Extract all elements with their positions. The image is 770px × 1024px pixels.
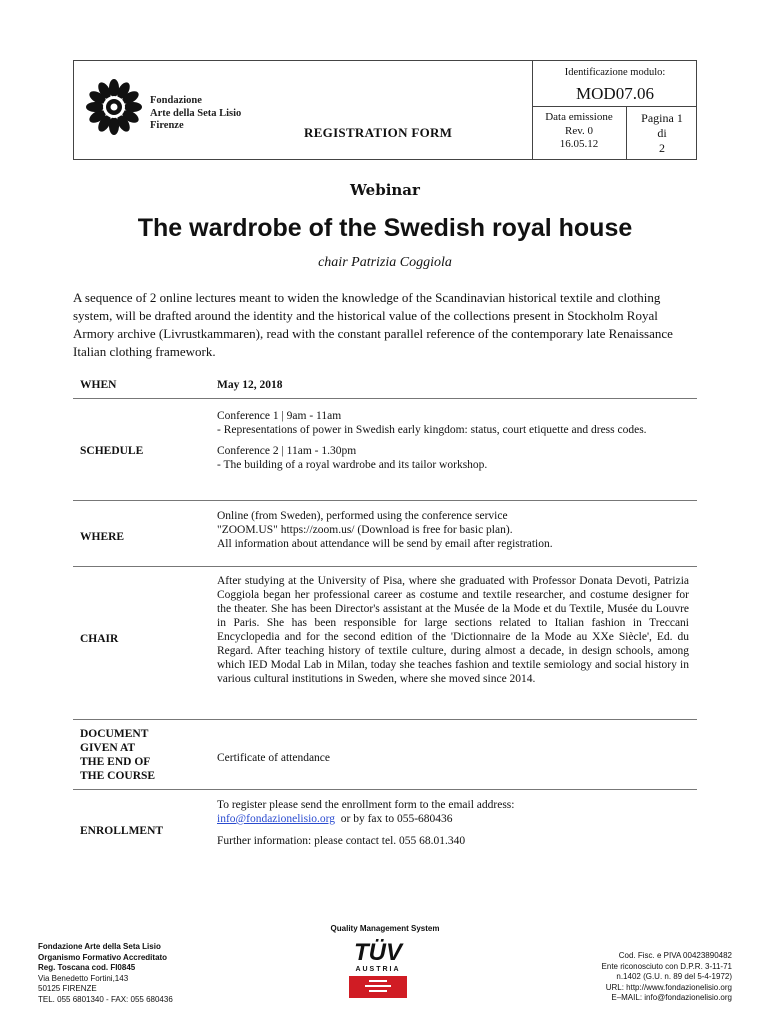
footer-line: Reg. Toscana cod. FI0845 [38,963,136,972]
row-divider [73,719,697,720]
issue-info [532,111,626,152]
footer-line: Via Benedetto Fortini,143 [38,973,129,983]
footer-line: URL: http://www.fondazionelisio.org [605,982,732,992]
footer-line: n.1402 (G.U. n. 89 del 5-4-1972) [616,972,732,981]
where-value [217,509,689,551]
page-total: 2 [659,141,665,155]
form-header [73,60,697,160]
document-label-line: THE END OF [80,756,151,768]
document-label-line: GIVEN AT [80,742,136,754]
form-title: REGISTRATION FORM [304,125,453,140]
when-value: May 12, 2018 [217,379,283,391]
module-id-label: Identificazione modulo: [564,67,666,78]
enrollment-email-link[interactable]: info@fondazionelisio.org [217,813,336,825]
footer-line: Cod. Fisc. e PIVA 00423890482 [618,951,732,960]
page-info [626,111,698,156]
where-line: "ZOOM.US" https://zoom.us/ (Download is free for basic plan). [217,524,513,536]
header-divider [532,106,696,107]
tuv-certificate-badge [349,976,407,998]
issue-date: 16.05.12 [559,138,599,150]
enrollment-fax: or by fax to 055-680436 [335,813,453,825]
footer-line: TEL. 055 6801340 - FAX: 055 680436 [38,994,173,1004]
enrollment-info: Further information: please contact tel. 055 68.01.340 [217,835,466,847]
page-of: di [657,126,667,140]
quality-system-label: Quality Management System [330,924,440,933]
chair-bio: After studying at the University of Pisa, where she graduated with Professor Donata Devoti, Patrizia Coggiola began her professional career as costume and textile researcher, and costume designer for the theater. She has been Director's assistant at the Musée de la Mode et du Textile, Musée du Louvre in Paris. She has been responsible for large sections related to Italian fashion in Treccani Encyclopedia and for the second edition of the 'Dictionnaire de la Mode au XXe Siècle', Ed. du Regard. After teaching history of textile culture, during almost a decade, in design schools, among which IED Modal Lab in Milan, today she teaches fashion and textile semiology and social history in various cultural institutions in Sweden, where she moved since 2014. [217,575,689,685]
row-divider [73,566,697,567]
foundation-logo [84,77,284,137]
event-chair: chair Patrizia Coggiola [318,255,452,270]
schedule-label: SCHEDULE [80,445,144,457]
enrollment-value [217,798,689,848]
org-line: Arte della Seta Lisio [150,107,242,119]
flower-logo-icon [84,77,144,137]
event-title: The wardrobe of the Swedish royal house [137,214,633,242]
document-label-line: THE COURSE [80,770,156,782]
tuv-country: AUSTRIA [355,966,401,973]
footer-legal [602,951,732,1004]
row-divider [73,398,697,399]
document-value: Certificate of attendance [217,752,331,764]
enrollment-contact-line [217,812,689,826]
conference-1-description: - Representations of power in Swedish early kingdom: status, court etiquette and dress codes. [217,424,647,436]
schedule-value [217,409,689,472]
enrollment-instructions: To register please send the enrollment form to the email address: [217,799,515,811]
conference-2-title: Conference 2 | 11am - 1.30pm [217,445,357,457]
when-label: WHEN [80,379,117,391]
footer-address [38,942,173,1005]
row-divider [73,789,697,790]
page-label: Pagina 1 [641,111,683,125]
conference-1-title: Conference 1 | 9am - 11am [217,410,342,422]
event-type: Webinar [350,181,420,199]
footer-line: Ente riconosciuto con D.P.R. 3-11-71 [601,961,732,971]
org-line: Fondazione [150,95,202,106]
where-line: Online (from Sweden), performed using the conference service [217,510,508,522]
where-label: WHERE [80,531,125,543]
chair-label: CHAIR [80,633,119,645]
enrollment-label: ENROLLMENT [80,825,164,837]
document-label-line: DOCUMENT [80,728,149,740]
foundation-name [150,95,241,133]
module-code: MOD07.06 [576,84,654,103]
where-line: All information about attendance will be send by email after registration. [217,538,553,550]
row-divider [73,500,697,501]
footer-line: E–MAIL: info@fondazionelisio.org [611,993,732,1002]
revision: Rev. 0 [564,124,593,137]
tuv-mark: TÜV [354,939,402,966]
conference-2-description: - The building of a royal wardrobe and its tailor workshop. [217,459,488,471]
org-line: Firenze [150,120,184,131]
issue-date-label: Data emissione [545,111,613,123]
footer-line: Fondazione Arte della Seta Lisio [38,942,161,951]
footer-line: Organismo Formativo Accreditato [38,952,168,962]
event-intro: A sequence of 2 online lectures meant to widen the knowledge of the Scandinavian historical textile and clothing system, will be drafted around the identity and the historical value of the collections present in Stockholm Royal Armory archive (Livrustkammaren), read with the constant parallel reference of the contemporary late Renaissance Italian clothing framework. [73,290,673,359]
footer-line: 50125 FIRENZE [38,984,97,993]
tuv-certification-logo [348,941,408,1001]
document-label [80,727,155,783]
